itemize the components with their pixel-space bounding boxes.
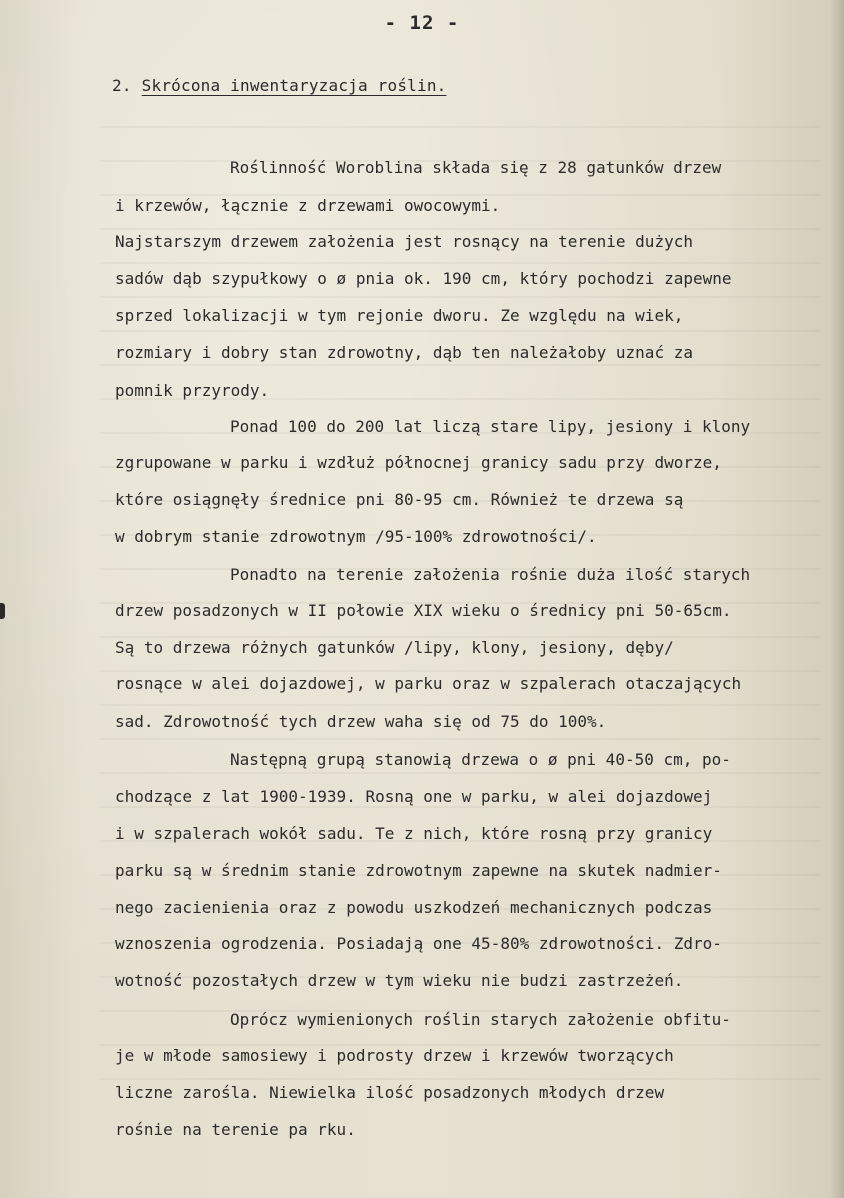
text-line: Ponadto na terenie założenia rośnie duża ilość starych xyxy=(230,565,751,584)
text-line: je w młode samosiewy i podrosty drzew i krzewów tworzących xyxy=(115,1046,674,1065)
text-line: Oprócz wymienionych roślin starych założenie obfitu- xyxy=(230,1010,731,1029)
text-line: chodzące z lat 1900-1939. Rosną one w parku, w alei dojazdowej xyxy=(115,787,713,806)
section-number: 2. xyxy=(112,76,132,95)
text-line: rosnące w alei dojazdowej, w parku oraz w szpalerach otaczających xyxy=(115,674,742,693)
text-line: które osiągnęły średnice pni 80-95 cm. Również te drzewa są xyxy=(115,490,684,509)
text-line: drzew posadzonych w II połowie XIX wieku o średnicy pni 50-65cm. xyxy=(115,601,732,620)
text-line: Ponad 100 do 200 lat liczą stare lipy, jesiony i klony xyxy=(230,417,751,436)
text-line: Są to drzewa różnych gatunków /lipy, klony, jesiony, dęby/ xyxy=(115,638,674,657)
page-number: - 12 - xyxy=(384,12,460,34)
text-line: sad. Zdrowotność tych drzew waha się od 75 do 100%. xyxy=(115,712,607,731)
text-line: sadów dąb szypułkowy o ø pnia ok. 190 cm, który pochodzi zapewne xyxy=(115,269,732,288)
text-line: i krzewów, łącznie z drzewami owocowymi. xyxy=(115,196,501,215)
punch-hole-mark xyxy=(0,603,5,619)
section-title: Skrócona inwentaryzacja roślin. xyxy=(141,76,447,95)
text-line: pomnik przyrody. xyxy=(115,381,270,400)
text-line: liczne zarośla. Niewielka ilość posadzonych młodych drzew xyxy=(115,1083,665,1102)
text-line: wotność pozostałych drzew w tym wieku nie budzi zastrzeżeń. xyxy=(115,971,684,990)
text-line: sprzed lokalizacji w tym rejonie dworu. Ze względu na wiek, xyxy=(115,306,684,325)
text-line: rozmiary i dobry stan zdrowotny, dąb ten należałoby uznać za xyxy=(115,343,693,362)
text-line: rośnie na terenie pa rku. xyxy=(115,1120,356,1139)
text-line: Roślinność Woroblina składa się z 28 gatunków drzew xyxy=(230,158,722,177)
text-line: w dobrym stanie zdrowotnym /95-100% zdrowotności/. xyxy=(115,527,597,546)
text-line: wznoszenia ogrodzenia. Posiadają one 45-80% zdrowotności. Zdro- xyxy=(115,934,722,953)
section-heading xyxy=(112,76,447,95)
page-edge-shadow xyxy=(830,0,844,1198)
text-line: parku są w średnim stanie zdrowotnym zapewne na skutek nadmier- xyxy=(115,861,722,880)
text-line: i w szpalerach wokół sadu. Te z nich, które rosną przy granicy xyxy=(115,824,713,843)
text-line: Najstarszym drzewem założenia jest rosnący na terenie dużych xyxy=(115,232,693,251)
text-line: zgrupowane w parku i wzdłuż północnej granicy sadu przy dworze, xyxy=(115,453,722,472)
text-line: Następną grupą stanowią drzewa o ø pni 40-50 cm, po- xyxy=(230,750,731,769)
text-line: nego zacienienia oraz z powodu uszkodzeń mechanicznych podczas xyxy=(115,898,713,917)
